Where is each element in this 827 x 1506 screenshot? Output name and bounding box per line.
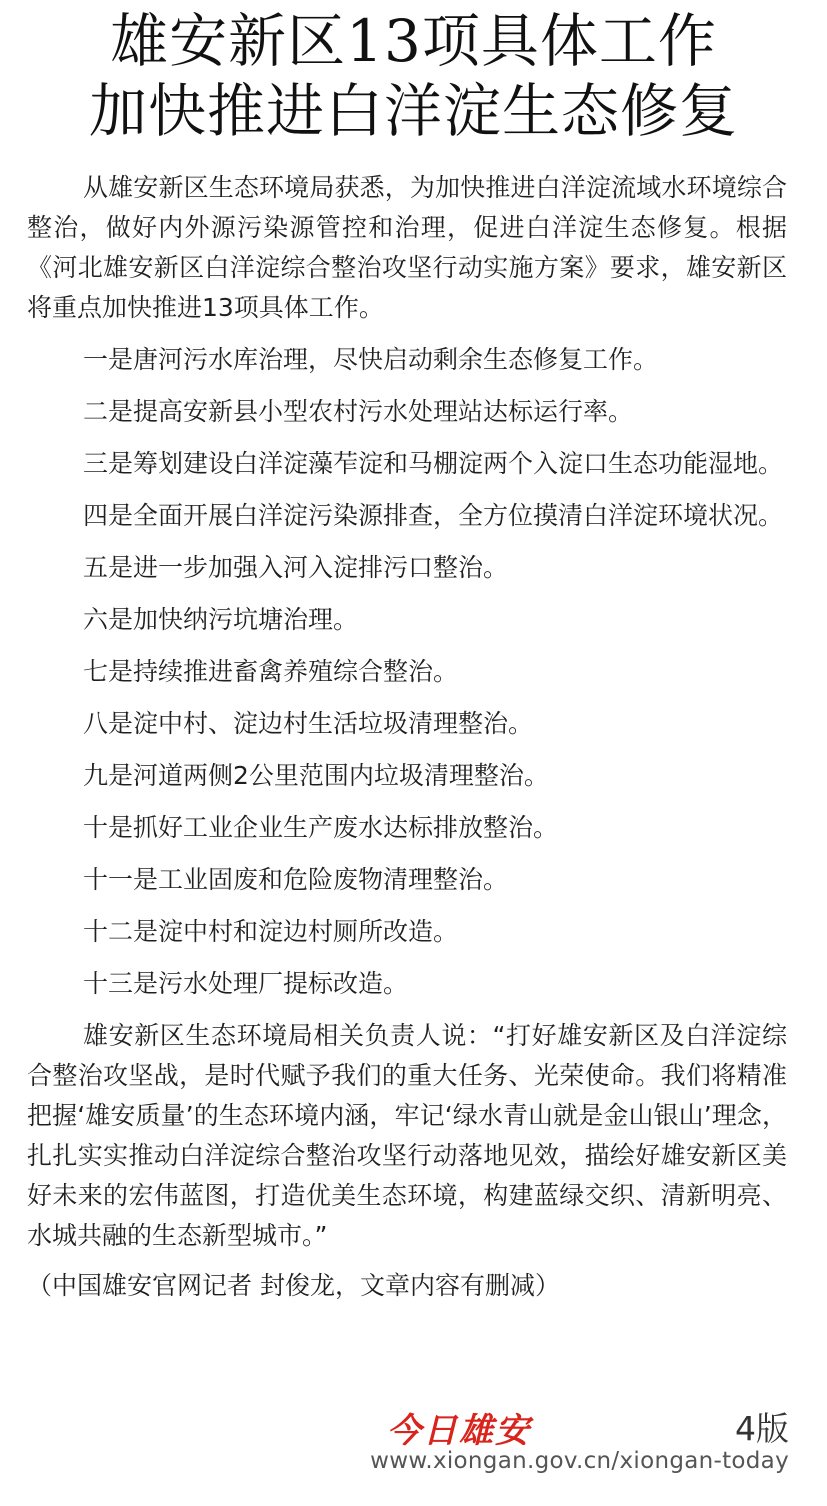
work-item-1: 一是唐河污水库治理，尽快启动剩余生态修复工作。 <box>83 345 659 374</box>
article-body <box>27 168 787 1306</box>
work-item-9: 九是河道两侧2公里范围内垃圾清理整治。 <box>83 761 549 790</box>
work-item-2: 二是提高安新县小型农村污水处理站达标运行率。 <box>83 397 634 426</box>
brand-logo: 今日雄安 <box>387 1411 531 1451</box>
article-credit: （中国雄安官网记者 封俊龙，文章内容有删减） <box>27 1271 560 1300</box>
work-item-10: 十是抓好工业企业生产废水达标排放整治。 <box>83 813 559 842</box>
work-item-13: 十三是污水处理厂提标改造。 <box>83 969 409 998</box>
headline <box>0 0 827 146</box>
work-item-11: 十一是工业固废和危险废物清理整治。 <box>83 865 509 894</box>
official-quote: 雄安新区生态环境局相关负责人说：“打好雄安新区及白洋淀综合整治攻坚战，是时代赋予我们的重大任务、光荣使命。我们将精准把握‘雄安质量’的生态环境内涵，牢记‘绿水青山就是金山银山’理念，扎扎实实推动白洋淀综合整治攻坚行动落地见效，描绘好雄安新区美好未来的宏伟蓝图，打造优美生态环境，构建蓝绿交织、清新明亮、水城共融的生态新型城市。” <box>27 1021 787 1250</box>
work-item-8: 八是淀中村、淀边村生活垃圾清理整治。 <box>83 709 534 738</box>
work-item-7: 七是持续推进畜禽养殖综合整治。 <box>83 657 459 686</box>
work-item-5: 五是进一步加强入河入淀排污口整治。 <box>83 553 509 582</box>
page-number: 4版 <box>735 1409 789 1448</box>
headline-line-1: 雄安新区13项具体工作 <box>110 7 717 75</box>
intro-paragraph: 从雄安新区生态环境局获悉，为加快推进白洋淀流域水环境综合整治，做好内外源污染源管控和治理，促进白洋淀生态修复。根据《河北雄安新区白洋淀综合整治攻坚行动实施方案》要求，雄安新区将重点加快推进13项具体工作。 <box>27 173 787 322</box>
source-url: www.xiongan.gov.cn/xiongan-today <box>370 1448 789 1474</box>
work-item-4: 四是全面开展白洋淀污染源排查，全方位摸清白洋淀环境状况。 <box>83 501 784 530</box>
work-item-6: 六是加快纳污坑塘治理。 <box>83 605 359 634</box>
work-item-3: 三是筹划建设白洋淀藻苲淀和马棚淀两个入淀口生态功能湿地。 <box>83 449 784 478</box>
headline-line-2: 加快推进白洋淀生态修复 <box>88 77 738 145</box>
work-item-12: 十二是淀中村和淀边村厕所改造。 <box>83 917 459 946</box>
